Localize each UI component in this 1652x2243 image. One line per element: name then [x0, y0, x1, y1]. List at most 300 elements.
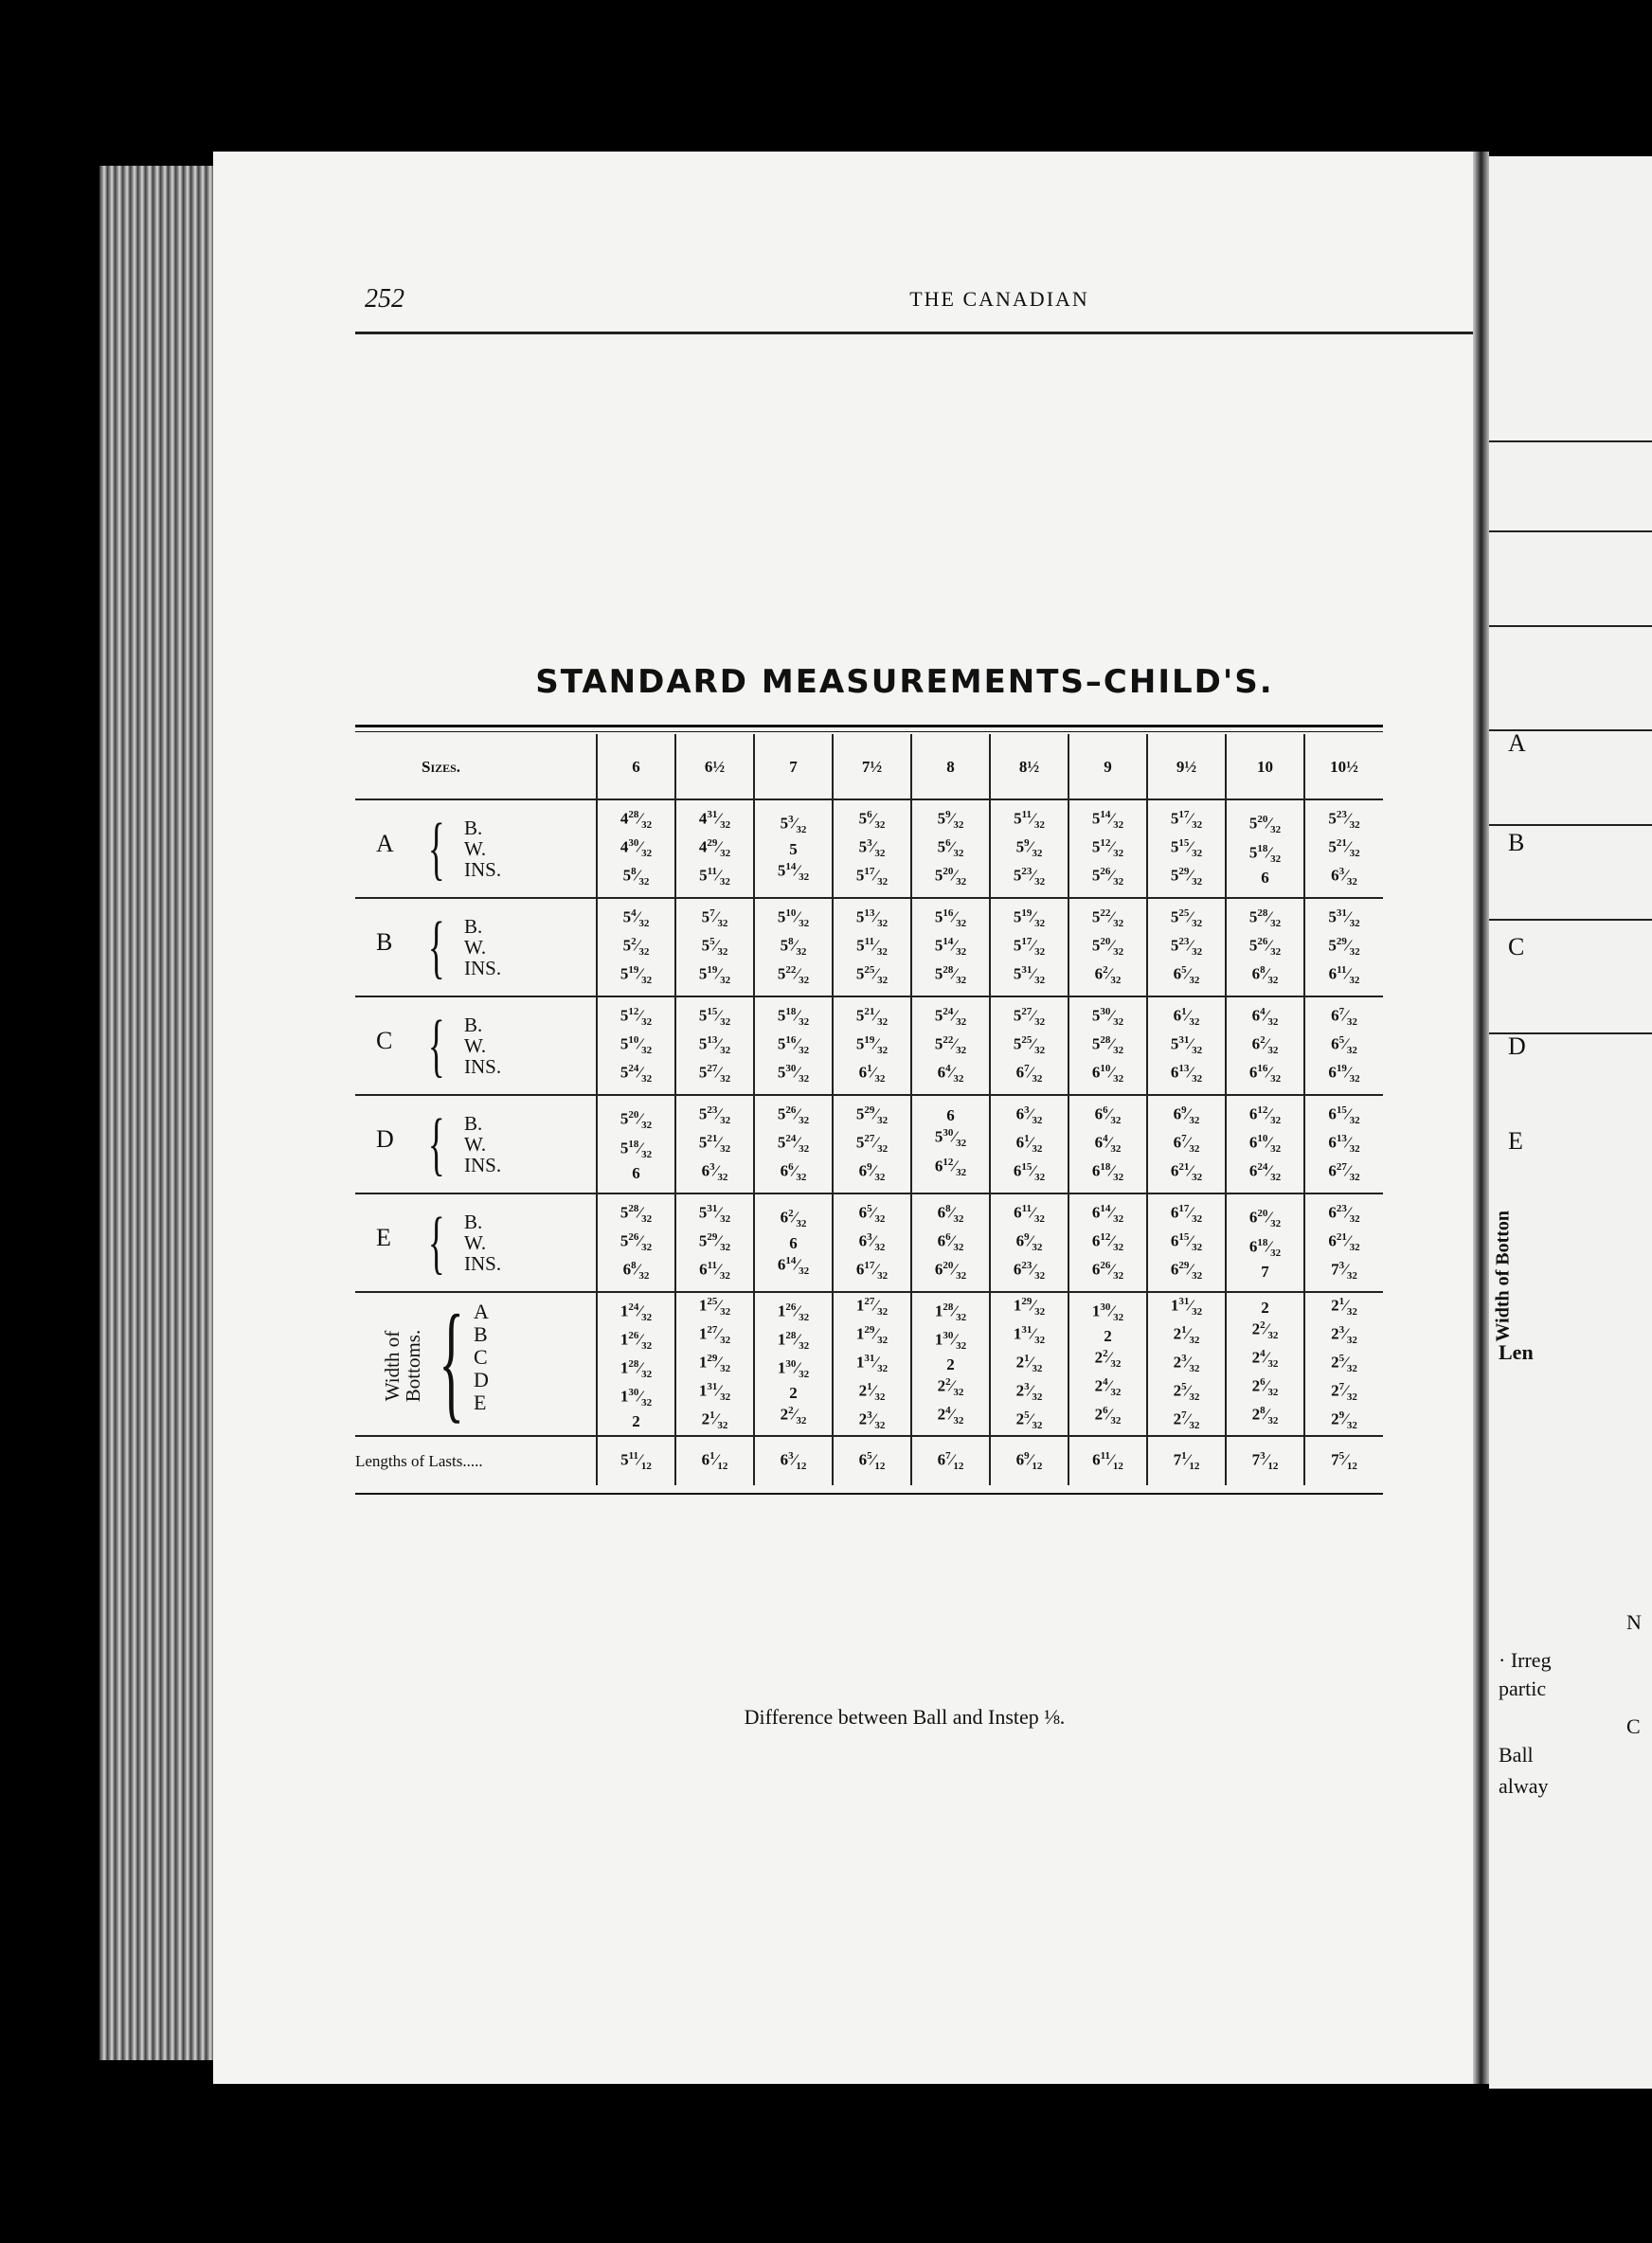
measurement-cell	[911, 996, 990, 1095]
right-page-fragment	[1489, 156, 1652, 2089]
measurement-cell	[1304, 898, 1383, 996]
brace-glyph: {	[427, 1204, 445, 1282]
measurement-value: $5^{28}⁄_{32}$	[620, 1202, 653, 1225]
width-value: $1^{31}⁄_{32}$	[855, 1353, 889, 1375]
measurement-cell	[990, 1193, 1068, 1292]
measurement-cell	[675, 1095, 754, 1193]
measurement-value: $6^9⁄_{32}$	[858, 1161, 886, 1184]
measurement-value: $5^{17}⁄_{32}$	[1170, 808, 1203, 831]
measurement-value: $6^{10}⁄_{32}$	[1091, 1063, 1124, 1086]
sizes-label: Sizes.	[355, 734, 597, 799]
right-page-text-line: partic	[1499, 1677, 1547, 1700]
size-header: 9	[1068, 734, 1147, 799]
measurement-value: $6^5⁄_{32}$	[1173, 964, 1200, 987]
measurement-value: $6^7⁄_{32}$	[1173, 1132, 1200, 1156]
measurement-value: 7	[1261, 1262, 1269, 1281]
measurements-table-wrap	[355, 725, 1383, 1495]
measurement-value: $6^{10}⁄_{32}$	[1248, 1132, 1282, 1156]
measurement-value: $5^{24}⁄_{32}$	[934, 1005, 967, 1028]
size-header: 7½	[833, 734, 911, 799]
width-value: $1^{30}⁄_{32}$	[1091, 1301, 1124, 1323]
width-value: $1^{26}⁄_{32}$	[620, 1329, 653, 1352]
length-value: $6^9⁄_{12}$	[990, 1436, 1068, 1485]
width-letter: E	[474, 1391, 487, 1415]
measurement-value: $6^{24}⁄_{32}$	[1248, 1161, 1282, 1184]
width-value: $2^3⁄_{32}$	[858, 1409, 886, 1432]
measurement-value: $6^1⁄_{32}$	[1015, 1132, 1043, 1156]
width-value: $1^{31}⁄_{32}$	[698, 1381, 731, 1404]
measurement-value: $5^{10}⁄_{32}$	[777, 906, 810, 929]
measurement-value: $5^{15}⁄_{32}$	[1170, 836, 1203, 860]
width-value: $1^{31}⁄_{32}$	[1170, 1296, 1203, 1319]
measurement-value: $6^{11}⁄_{32}$	[1014, 1202, 1045, 1225]
group-letter: B	[376, 928, 393, 956]
measurement-value: $5^{31}⁄_{32}$	[1013, 964, 1046, 987]
measurement-value: $5^6⁄_{32}$	[858, 808, 886, 831]
sub-label: INS.	[464, 1154, 502, 1176]
width-cell	[1068, 1292, 1147, 1436]
measurement-value: $5^{16}⁄_{32}$	[777, 1033, 810, 1057]
measurement-value: $5^{14}⁄_{32}$	[1091, 808, 1124, 831]
width-of-bottoms-label: Width of Bottoms.	[381, 1329, 424, 1403]
running-head	[365, 284, 1634, 322]
brace-glyph: {	[427, 908, 445, 986]
sub-label: W.	[464, 1231, 487, 1254]
width-value: 2	[1261, 1298, 1269, 1317]
sub-label: B.	[464, 1014, 483, 1036]
measurement-cell	[597, 799, 675, 898]
measurement-value: $6^2⁄_{32}$	[1251, 1033, 1279, 1057]
group-letter: E	[376, 1224, 391, 1251]
width-value: $1^{27}⁄_{32}$	[698, 1324, 731, 1347]
width-value: $2^1⁄_{32}$	[1173, 1324, 1200, 1347]
length-value: $6^5⁄_{12}$	[833, 1436, 911, 1485]
group-row-e	[355, 1193, 1383, 1292]
measurement-value: $6^{12}⁄_{32}$	[934, 1156, 967, 1178]
measurement-value: $5^{20}⁄_{32}$	[1248, 814, 1282, 836]
width-letters	[474, 1301, 489, 1414]
measurement-value: $5^8⁄_{32}$	[780, 935, 807, 959]
measurement-value: $6^{18}⁄_{32}$	[1091, 1161, 1124, 1184]
measurement-cell	[1226, 898, 1304, 996]
right-page-text-line: Ball	[1499, 1743, 1534, 1767]
measurement-cell	[833, 996, 911, 1095]
measurement-value: $6^{23}⁄_{32}$	[1013, 1260, 1046, 1283]
measurement-value: $5^6⁄_{32}$	[937, 836, 964, 860]
width-value: $2^6⁄_{32}$	[1094, 1404, 1122, 1427]
measurement-value: $5^{22}⁄_{32}$	[934, 1033, 967, 1057]
width-value: $2^3⁄_{32}$	[1015, 1381, 1043, 1404]
measurement-value: $6^{14}⁄_{32}$	[1091, 1202, 1124, 1225]
measurement-value: $6^3⁄_{32}$	[701, 1161, 728, 1184]
width-cell	[597, 1292, 675, 1436]
right-page-letter: A	[1508, 729, 1526, 757]
measurement-value: $6^9⁄_{32}$	[1015, 1230, 1043, 1254]
page-number: 252	[365, 284, 404, 314]
width-value: $2^1⁄_{32}$	[858, 1381, 886, 1404]
sub-label: B.	[464, 816, 483, 839]
measurement-value: $6^{12}⁄_{32}$	[1091, 1230, 1124, 1254]
measurement-value: $4^{30}⁄_{32}$	[620, 836, 653, 860]
measurement-value: $6^3⁄_{32}$	[1331, 866, 1357, 888]
width-cell	[911, 1292, 990, 1436]
footnote: Difference between Ball and Instep ⅛.	[744, 1705, 1066, 1729]
measurement-cell	[597, 996, 675, 1095]
measurement-value: $5^{12}⁄_{32}$	[620, 1005, 653, 1028]
sub-label: B.	[464, 1211, 483, 1233]
measurement-value: $6^{20}⁄_{32}$	[934, 1260, 967, 1283]
right-page-rule	[1489, 530, 1652, 532]
measurement-value: 6	[946, 1106, 955, 1125]
measurement-cell	[675, 1193, 754, 1292]
measurement-value: $6^{27}⁄_{32}$	[1328, 1161, 1360, 1184]
measurement-value: $5^{21}⁄_{32}$	[1328, 836, 1360, 860]
measurement-value: $6^{15}⁄_{32}$	[1013, 1161, 1046, 1184]
group-label	[355, 898, 597, 996]
measurement-value: $5^{30}⁄_{32}$	[777, 1063, 810, 1086]
measurement-value: $5^{31}⁄_{32}$	[1170, 1033, 1203, 1057]
size-header: 8	[911, 734, 990, 799]
measurement-value: $5^{23}⁄_{32}$	[1328, 808, 1360, 831]
measurement-value: $5^{22}⁄_{32}$	[777, 964, 810, 987]
measurement-value: $5^3⁄_{32}$	[858, 836, 886, 860]
measurement-value: $5^{25}⁄_{32}$	[855, 964, 889, 987]
measurement-cell	[754, 898, 833, 996]
sub-label: INS.	[464, 1055, 502, 1078]
width-value: $1^{27}⁄_{32}$	[855, 1296, 889, 1319]
sub-label: B.	[464, 1112, 483, 1135]
measurement-value: $5^{28}⁄_{32}$	[1248, 906, 1282, 929]
measurement-value: $5^{20}⁄_{32}$	[620, 1109, 653, 1132]
measurement-value: $5^{18}⁄_{32}$	[777, 1005, 810, 1028]
measurement-value: $6^{16}⁄_{32}$	[1248, 1063, 1282, 1086]
width-value: $2^5⁄_{32}$	[1173, 1381, 1200, 1404]
width-value: $1^{28}⁄_{32}$	[934, 1301, 967, 1323]
measurement-value: $6^{29}⁄_{32}$	[1170, 1260, 1203, 1283]
measurement-cell	[1226, 996, 1304, 1095]
measurement-value: $6^8⁄_{32}$	[622, 1260, 650, 1283]
sub-label: INS.	[464, 858, 502, 881]
length-value: $7^3⁄_{12}$	[1226, 1436, 1304, 1485]
measurement-value: $5^{24}⁄_{32}$	[777, 1132, 810, 1156]
width-value: 2	[789, 1383, 798, 1402]
width-value: $2^7⁄_{32}$	[1331, 1381, 1357, 1404]
table-bottom-rule	[355, 1493, 1383, 1495]
measurement-value: $5^{11}⁄_{32}$	[699, 866, 730, 888]
brace-glyph: {	[427, 810, 445, 888]
right-page-letter: D	[1508, 1032, 1526, 1060]
group-label	[355, 1193, 597, 1292]
measurement-cell	[754, 996, 833, 1095]
measurement-value: $5^{19}⁄_{32}$	[698, 964, 731, 987]
width-value: $1^{29}⁄_{32}$	[698, 1353, 731, 1375]
measurement-value: $5^{25}⁄_{32}$	[1170, 906, 1203, 929]
right-page-len-label: Len	[1499, 1340, 1534, 1364]
measurement-value: $5^{16}⁄_{32}$	[934, 906, 967, 929]
width-value: $2^1⁄_{32}$	[1015, 1353, 1043, 1375]
width-value: $2^4⁄_{32}$	[937, 1404, 964, 1427]
measurement-value: $5^{23}⁄_{32}$	[698, 1104, 731, 1126]
sub-label: W.	[464, 936, 487, 959]
measurement-cell	[911, 898, 990, 996]
measurement-value: $6^{17}⁄_{32}$	[855, 1260, 889, 1283]
measurement-value: $5^{29}⁄_{32}$	[1328, 935, 1360, 959]
sub-labels	[464, 1211, 501, 1274]
length-value: $7^1⁄_{12}$	[1147, 1436, 1226, 1485]
length-value: $6^7⁄_{12}$	[911, 1436, 990, 1485]
width-value: 2	[632, 1411, 640, 1430]
measurement-value: $6^6⁄_{32}$	[1094, 1104, 1122, 1126]
width-value: $1^{31}⁄_{32}$	[1013, 1324, 1046, 1347]
table-top-rule	[355, 725, 1383, 732]
measurement-value: $5^{27}⁄_{32}$	[698, 1063, 731, 1086]
measurement-value: $5^{17}⁄_{32}$	[855, 866, 889, 888]
group-letter: A	[376, 830, 394, 857]
measurement-value: $5^{29}⁄_{32}$	[1170, 866, 1203, 888]
width-letter: D	[474, 1368, 489, 1392]
sub-label: INS.	[464, 1252, 502, 1275]
measurement-value: $4^{31}⁄_{32}$	[698, 808, 731, 831]
measurement-cell	[1304, 996, 1383, 1095]
measurement-value: $6^{11}⁄_{32}$	[699, 1260, 730, 1283]
measurement-value: $5^{26}⁄_{32}$	[777, 1104, 810, 1126]
size-header: 6½	[675, 734, 754, 799]
width-value: $2^2⁄_{32}$	[1094, 1347, 1122, 1370]
size-header: 8½	[990, 734, 1068, 799]
group-row-b	[355, 898, 1383, 996]
width-value: 2	[1104, 1326, 1112, 1345]
size-header: 7	[754, 734, 833, 799]
measurement-value: $6^7⁄_{32}$	[1015, 1063, 1043, 1086]
group-label	[355, 799, 597, 898]
width-value: $1^{26}⁄_{32}$	[777, 1301, 810, 1323]
measurement-value: $5^8⁄_{32}$	[622, 866, 650, 888]
measurement-cell	[597, 898, 675, 996]
measurement-value: $5^{30}⁄_{32}$	[1091, 1005, 1124, 1028]
measurement-value: $5^{15}⁄_{32}$	[698, 1005, 731, 1028]
left-page	[213, 152, 1473, 2084]
width-value: $1^{24}⁄_{32}$	[620, 1301, 653, 1323]
measurement-value: $5^9⁄_{32}$	[937, 808, 964, 831]
width-value: $1^{29}⁄_{32}$	[855, 1324, 889, 1347]
measurement-value: $5^4⁄_{32}$	[622, 906, 650, 929]
measurement-value: $5^{18}⁄_{32}$	[620, 1138, 653, 1160]
measurement-value: $5^{26}⁄_{32}$	[1091, 866, 1124, 888]
right-page-letter: E	[1508, 1127, 1523, 1155]
measurement-cell	[754, 1193, 833, 1292]
width-value: $2^1⁄_{32}$	[1331, 1296, 1357, 1319]
width-cell	[990, 1292, 1068, 1436]
measurement-value: $5^3⁄_{32}$	[780, 814, 807, 836]
measurement-value: $6^8⁄_{32}$	[1251, 964, 1279, 987]
right-page-rule	[1489, 440, 1652, 442]
width-value: $2^4⁄_{32}$	[1251, 1347, 1279, 1370]
sub-label: INS.	[464, 957, 502, 979]
width-value: $2^2⁄_{32}$	[1251, 1319, 1279, 1341]
measurement-cell	[1147, 1095, 1226, 1193]
sub-labels	[464, 1014, 501, 1077]
group-letter: C	[376, 1027, 393, 1054]
measurement-value: $5^{25}⁄_{32}$	[1013, 1033, 1046, 1057]
measurement-value: 6	[789, 1233, 798, 1252]
measurement-value: $5^{29}⁄_{32}$	[855, 1104, 889, 1126]
measurement-value: $5^{19}⁄_{32}$	[1013, 906, 1046, 929]
right-page-letter: C	[1508, 933, 1525, 960]
measurement-cell	[1226, 1193, 1304, 1292]
measurement-value: $5^{22}⁄_{32}$	[1091, 906, 1124, 929]
measurement-value: $5^{13}⁄_{32}$	[698, 1033, 731, 1057]
width-value: $2^8⁄_{32}$	[1251, 1404, 1279, 1427]
measurement-value: $5^{13}⁄_{32}$	[855, 906, 889, 929]
measurement-cell	[754, 799, 833, 898]
measurement-cell	[1226, 799, 1304, 898]
size-header: 9½	[1147, 734, 1226, 799]
right-page-text-line: · Irreg	[1499, 1648, 1552, 1672]
measurement-cell	[911, 1095, 990, 1193]
measurement-value: $5^{11}⁄_{32}$	[856, 935, 888, 959]
measurement-value: $5^{17}⁄_{32}$	[1013, 935, 1046, 959]
sub-labels	[464, 916, 501, 978]
measurement-value: $6^9⁄_{32}$	[1173, 1104, 1200, 1126]
measurement-value: $6^6⁄_{32}$	[937, 1230, 964, 1254]
right-page-text-line: N	[1626, 1610, 1642, 1634]
measurement-cell	[990, 996, 1068, 1095]
measurement-value: $6^{13}⁄_{32}$	[1328, 1132, 1360, 1156]
lengths-label: Lengths of Lasts.....	[355, 1452, 483, 1471]
measurement-value: $6^{23}⁄_{32}$	[1328, 1202, 1360, 1225]
measurement-cell	[675, 996, 754, 1095]
measurement-cell	[1068, 1193, 1147, 1292]
width-value: $2^9⁄_{32}$	[1331, 1409, 1357, 1432]
width-value: $2^2⁄_{32}$	[780, 1404, 807, 1427]
measurement-cell	[990, 898, 1068, 996]
width-cell	[1304, 1292, 1383, 1436]
book-edge	[99, 166, 232, 2060]
length-value: $6^{11}⁄_{12}$	[1068, 1436, 1147, 1485]
measurement-cell	[1068, 1095, 1147, 1193]
sub-labels	[464, 1113, 501, 1175]
measurement-value: $5^{27}⁄_{32}$	[1013, 1005, 1046, 1028]
width-value: $1^{29}⁄_{32}$	[1013, 1296, 1046, 1319]
measurement-value: $6^{21}⁄_{32}$	[1328, 1230, 1360, 1254]
width-value: $1^{25}⁄_{32}$	[698, 1296, 731, 1319]
measurement-value: $5^{31}⁄_{32}$	[698, 1202, 731, 1225]
measurement-value: $5^{28}⁄_{32}$	[934, 964, 967, 987]
measurement-value: 5	[789, 839, 798, 858]
width-value: $1^{30}⁄_{32}$	[777, 1357, 810, 1380]
measurement-value: $5^{20}⁄_{32}$	[1091, 935, 1124, 959]
measurement-value: $6^6⁄_{32}$	[780, 1161, 807, 1184]
sizes-header-row	[355, 734, 1383, 799]
width-of-bottoms-label-cell	[355, 1288, 597, 1436]
width-cell	[1226, 1292, 1304, 1436]
measurement-value: $5^{28}⁄_{32}$	[1091, 1033, 1124, 1057]
measurement-cell	[754, 1095, 833, 1193]
measurement-value: $5^{21}⁄_{32}$	[698, 1132, 731, 1156]
group-row-a	[355, 799, 1383, 898]
width-value: $2^3⁄_{32}$	[1173, 1353, 1200, 1375]
measurement-value: $5^{20}⁄_{32}$	[934, 866, 967, 888]
measurement-value: $6^{20}⁄_{32}$	[1248, 1208, 1282, 1230]
width-cell	[1147, 1292, 1226, 1436]
width-value: $2^2⁄_{32}$	[937, 1375, 964, 1398]
measurement-value: $6^{11}⁄_{32}$	[1328, 964, 1360, 987]
measurement-value: $5^{23}⁄_{32}$	[1013, 866, 1046, 888]
measurement-value: 6	[632, 1163, 640, 1182]
measurement-value: $6^4⁄_{32}$	[1251, 1005, 1279, 1028]
measurement-value: $5^{30}⁄_{32}$	[934, 1127, 967, 1150]
measurement-cell	[1147, 1193, 1226, 1292]
measurement-value: $6^{15}⁄_{32}$	[1328, 1104, 1360, 1126]
lengths-row	[355, 1436, 1383, 1485]
measurement-value: $5^5⁄_{32}$	[701, 935, 728, 959]
measurement-cell	[1068, 898, 1147, 996]
width-value: $1^{28}⁄_{32}$	[620, 1357, 653, 1380]
group-label	[355, 996, 597, 1095]
measurement-value: $5^{26}⁄_{32}$	[620, 1230, 653, 1254]
width-cell	[833, 1292, 911, 1436]
measurement-value: $5^{26}⁄_{32}$	[1248, 935, 1282, 959]
measurement-value: $6^4⁄_{32}$	[1094, 1132, 1122, 1156]
length-value: $6^1⁄_{12}$	[675, 1436, 754, 1485]
measurement-value: $5^{24}⁄_{32}$	[620, 1063, 653, 1086]
measurement-value: $7^3⁄_{32}$	[1331, 1260, 1357, 1283]
measurement-value: $6^{14}⁄_{32}$	[777, 1254, 810, 1277]
width-value: $2^5⁄_{32}$	[1015, 1409, 1043, 1432]
brace-glyph: {	[427, 1007, 445, 1085]
measurement-cell	[597, 1095, 675, 1193]
measurement-cell	[911, 799, 990, 898]
width-cell	[675, 1292, 754, 1436]
measurement-value: $5^7⁄_{32}$	[701, 906, 728, 929]
right-page-letter: B	[1508, 829, 1525, 856]
width-value: $2^5⁄_{32}$	[1331, 1353, 1357, 1375]
width-value: $1^{28}⁄_{32}$	[777, 1329, 810, 1352]
size-header: 10½	[1304, 734, 1383, 799]
width-value: $1^{30}⁄_{32}$	[620, 1386, 653, 1409]
right-page-text-line: C	[1626, 1714, 1641, 1738]
measurement-cell	[1147, 996, 1226, 1095]
measurement-cell	[990, 1095, 1068, 1193]
right-page-rule	[1489, 824, 1652, 826]
group-row-d	[355, 1095, 1383, 1193]
width-value: $2^3⁄_{32}$	[1331, 1324, 1357, 1347]
sub-labels	[464, 817, 501, 880]
measurement-cell	[911, 1193, 990, 1292]
measurement-value: $6^2⁄_{32}$	[780, 1208, 807, 1230]
group-label	[355, 1095, 597, 1193]
measurement-cell	[1304, 1193, 1383, 1292]
measurement-value: $4^{29}⁄_{32}$	[698, 836, 731, 860]
measurement-value: $6^5⁄_{32}$	[1331, 1033, 1357, 1057]
width-value: 2	[946, 1355, 955, 1373]
sub-label: W.	[464, 1133, 487, 1156]
table-title: STANDARD MEASUREMENTS–CHILD'S.	[535, 663, 1274, 701]
book-gutter	[1473, 152, 1489, 2084]
measurement-value: $4^{28}⁄_{32}$	[620, 808, 653, 831]
measurement-value: $6^{15}⁄_{32}$	[1170, 1230, 1203, 1254]
measurement-value: $6^8⁄_{32}$	[937, 1202, 964, 1225]
right-page-rule	[1489, 625, 1652, 627]
sub-label: W.	[464, 1034, 487, 1057]
width-of-bottoms-row	[355, 1292, 1383, 1436]
measurement-value: 6	[1261, 868, 1269, 887]
measurement-cell	[1226, 1095, 1304, 1193]
measurement-value: $5^{14}⁄_{32}$	[934, 935, 967, 959]
measurement-value: $5^{11}⁄_{32}$	[1014, 808, 1045, 831]
measurement-value: $6^3⁄_{32}$	[1015, 1104, 1043, 1126]
measurement-value: $5^{18}⁄_{32}$	[1248, 842, 1282, 865]
